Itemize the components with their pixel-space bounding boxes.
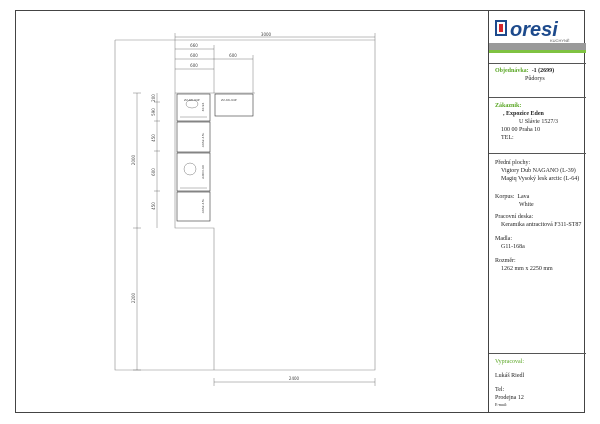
cabinet-5-label: A6S2-45L xyxy=(201,198,205,214)
carcass-value1: Lava xyxy=(517,194,530,200)
fronts-label: Přední plochy: xyxy=(495,160,531,166)
dim-top-a: 660 xyxy=(190,43,198,48)
info-panel xyxy=(488,10,585,413)
dim-left-bottom: 2200 xyxy=(131,292,136,304)
carcass-label: Korpus: xyxy=(495,194,515,200)
cabinet-2-label: Z2-66-94P xyxy=(221,98,237,102)
dim-seg5: 450 xyxy=(151,202,156,210)
oresi-logo-icon xyxy=(493,14,581,44)
oven-label: 40-94 xyxy=(201,102,205,112)
order-label: Objednávka: xyxy=(495,68,529,74)
dim-top-c: 600 xyxy=(229,53,237,58)
customer-street: U Slávie 1527/3 xyxy=(519,119,558,125)
designer-tel: Tel: xyxy=(495,387,505,393)
designer-section xyxy=(489,353,586,413)
brand-logo xyxy=(493,14,581,44)
dim-seg2: 590 xyxy=(151,108,156,116)
customer-name: , Expozice Eden xyxy=(503,111,544,117)
dim-seg4: 600 xyxy=(151,168,156,176)
dim-bottom-total: 2400 xyxy=(288,376,300,381)
fronts-line1: Vigtory Dub NAGANO (L-39) xyxy=(501,168,576,174)
designer-label: Vypracoval: xyxy=(495,359,524,365)
worktop-label: Pracovní deska: xyxy=(495,214,534,220)
customer-tel: TEL: xyxy=(501,135,514,141)
size-label: Rozměr: xyxy=(495,258,516,264)
spec-section xyxy=(489,153,586,353)
logo-bar xyxy=(489,43,586,50)
order-view: Půdorys xyxy=(525,76,545,82)
cabinet-4-label: A2DO-60 xyxy=(201,165,205,179)
dim-left-total: 2000 xyxy=(131,154,136,166)
sink-label: Madla: xyxy=(495,236,512,242)
dim-top-b: 600 xyxy=(190,53,198,58)
designer-street: Prodejna 12 xyxy=(495,395,524,401)
customer-label: Zákazník: xyxy=(495,103,522,109)
worktop-value: Keramika antracitová F311-ST87 xyxy=(501,222,582,228)
fronts-line2: Magiq Vysoký lesk arctic (L-64) xyxy=(501,176,580,182)
dim-top-d: 600 xyxy=(190,63,198,68)
customer-zip-city: 100 00 Praha 10 xyxy=(501,127,541,133)
customer-section xyxy=(489,97,586,153)
size-value: 1262 mm x 2250 mm xyxy=(501,266,553,272)
dim-seg3: 450 xyxy=(151,134,156,142)
cabinet-4[interactable] xyxy=(177,153,210,191)
sink-value: G11-168a xyxy=(501,244,525,250)
brand-tagline: KUCHYNĚ xyxy=(550,38,570,43)
carcass-value2: White xyxy=(519,202,534,208)
dim-seg1: 200 xyxy=(151,94,156,102)
designer-email: E-mail: xyxy=(495,402,507,407)
cabinet-5[interactable] xyxy=(177,192,210,221)
cabinet-3[interactable] xyxy=(177,122,210,152)
brand-name: oresi xyxy=(510,19,558,41)
logo-stripe xyxy=(489,50,586,53)
cabinet-1-label: Z2-66-94P xyxy=(184,98,200,102)
cabinet-3-label: A6S2-45L xyxy=(201,132,205,148)
order-section xyxy=(489,63,586,97)
designer-name: Lukáš Riedl xyxy=(495,373,525,379)
order-number: -1 (2699) xyxy=(531,68,555,74)
dim-top-total: 3000 xyxy=(260,32,272,37)
